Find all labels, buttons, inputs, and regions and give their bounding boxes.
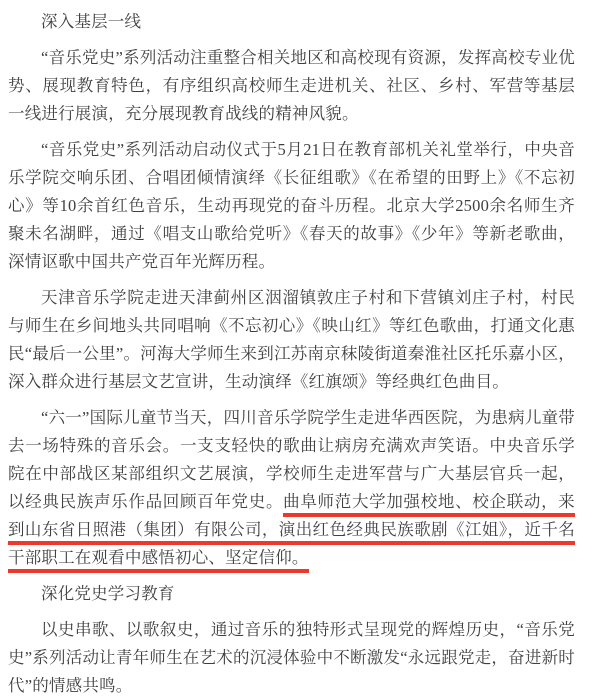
article-paragraph [8,44,575,128]
text-segment: “音乐党史”系列活动启动仪式于5月21日在教育部机关礼堂举行，中央音乐学院交响乐团、合唱团倾情演绎《长征组歌》《在希望的田野上》《不忘初心》等10余首红色音乐，生动再现党的奋斗历程。北京大学2500余名师生齐聚未名湖畔，通过《唱支山歌给党听》《春天的故事》《少年》等新老歌曲，深情讴歌中国共产党百年光辉历程。 [8,140,575,271]
article-paragraph [8,136,575,276]
text-segment: 深化党史学习教育 [41,584,175,603]
text-segment: “音乐党史”系列活动注重整合相关地区和高校现有资源，发挥高校专业优势、展现教育特色，有序组织高校师生走进机关、社区、乡村、军营等基层一线进行展演，充分展现教育战线的精神风貌。 [8,48,575,123]
article-paragraph [8,284,575,396]
article-paragraph [8,616,575,700]
article-heading [8,8,575,36]
text-segment: 深入基层一线 [41,12,142,31]
text-segment: 天津音乐学院走进天津蓟州区洇溜镇敦庄子村和下营镇刘庄子村，村民与师生在乡间地头共同唱响《不忘初心》《映山红》等红色歌曲，打通文化惠民“最后一公里”。河海大学师生来到江苏南京秣陵街道秦淮社区托乐嘉小区，深入群众进行基层文艺宣讲，生动演绎《红旗颂》等经典红色曲目。 [8,288,575,391]
article-paragraph [8,404,575,572]
text-segment: 以史串歌、以歌叙史，通过音乐的独特形式呈现党的辉煌历史，“音乐党史”系列活动让青年师生在艺术的沉浸体验中不断激发“永远跟党走，奋进新时代”的情感共鸣。 [8,620,575,695]
text-segment: “六一”国际儿童节当天，四川音乐学院学生走进华西医院，为患病儿童带去一场特殊的音乐会。一支支轻快的歌曲让病房充满欢声笑语。中央音乐学院在中部战区某部组织文艺展演，学校师生走进军营与广大基层官兵一起，以经典民族声乐作品回顾百年党史。 [8,408,575,511]
red-underline-annotation: 曲阜师范大学加强校地、校企联动，来到山东省日照港（集团）有限公司，演出红色经典民族歌剧《江姐》，近千名干部职工在观看中感悟初心、坚定信仰。 [8,492,575,573]
article-heading [8,580,575,608]
article-blocks [8,8,575,700]
